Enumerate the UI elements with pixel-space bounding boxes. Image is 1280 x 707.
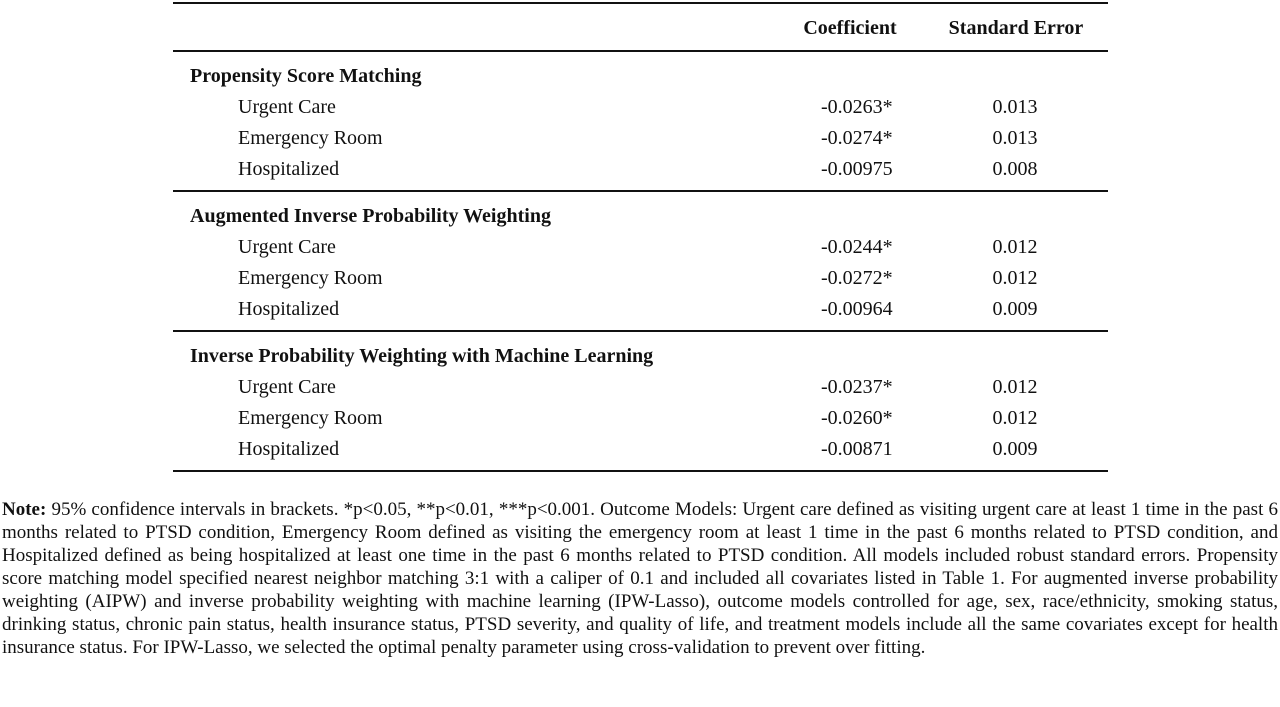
- row-label: Emergency Room: [238, 267, 383, 289]
- table-top-rule: [173, 2, 1108, 4]
- table-note: [2, 498, 1278, 659]
- section-title: Augmented Inverse Probability Weighting: [190, 205, 551, 227]
- table-row: [173, 375, 1108, 399]
- row-label: Urgent Care: [238, 376, 336, 398]
- standard-error-cell: 0.012: [992, 376, 1038, 398]
- coefficient-cell: -0.0274*: [821, 127, 893, 149]
- row-label: Hospitalized: [238, 298, 340, 320]
- row-label: Hospitalized: [238, 158, 340, 180]
- standard-error-cell: 0.012: [992, 267, 1038, 289]
- row-label: Urgent Care: [238, 236, 336, 258]
- row-label: Urgent Care: [238, 96, 336, 118]
- table-row: [173, 406, 1108, 430]
- table-row: [173, 266, 1108, 290]
- coefficient-cell: -0.00975: [821, 158, 893, 180]
- table-row: [173, 157, 1108, 181]
- table-row: [173, 437, 1108, 461]
- standard-error-cell: 0.009: [992, 438, 1038, 460]
- standard-error-cell: 0.013: [992, 96, 1038, 118]
- header-rule: [173, 50, 1108, 52]
- coefficient-cell: -0.0237*: [821, 376, 893, 398]
- section-title: Propensity Score Matching: [190, 65, 422, 87]
- standard-error-cell: 0.009: [992, 298, 1038, 320]
- section-divider-rule: [173, 190, 1108, 192]
- row-label: Emergency Room: [238, 127, 383, 149]
- section-title: Inverse Probability Weighting with Machine Learning: [190, 345, 654, 367]
- standard-error-cell: 0.013: [992, 127, 1038, 149]
- coefficient-cell: -0.0263*: [821, 96, 893, 118]
- note-text: 95% confidence intervals in brackets. *p<0.05, **p<0.01, ***p<0.001. Outcome Models: Urgent care defined as visiting urgent care at least 1 time in the past 6 months related to PTSD condition, Emergency Room defined as visiting the emergency room at least 1 time in the past 6 months related to PTSD condition, and Hospitalized defined as being hospitalized at least one time in the past 6 months related to PTSD condition. All models included robust standard errors. Propensity score matching model specified nearest neighbor matching 3:1 with a caliper of 0.1 and included all covariates listed in Table 1. For augmented inverse probability weighting (AIPW) and inverse probability weighting with machine learning (IPW-Lasso), outcome models controlled for age, sex, race/ethnicity, smoking status, drinking status, chronic pain status, health insurance status, PTSD severity, and quality of life, and treatment models include all the same covariates except for health insurance status. For IPW-Lasso, we selected the optimal penalty parameter using cross-validation to prevent over fitting.: [2, 499, 1278, 658]
- coefficient-cell: -0.00964: [821, 298, 893, 320]
- coefficient-cell: -0.00871: [821, 438, 893, 460]
- coefficient-cell: -0.0244*: [821, 236, 893, 258]
- standard-error-cell: 0.012: [992, 407, 1038, 429]
- section-divider-rule: [173, 330, 1108, 332]
- column-header-standard-error: Standard Error: [948, 17, 1084, 39]
- row-label: Hospitalized: [238, 438, 340, 460]
- note-label: Note:: [2, 499, 47, 520]
- table-row: [173, 126, 1108, 150]
- table-row: [173, 235, 1108, 259]
- table-row: [173, 95, 1108, 119]
- column-header-coefficient: Coefficient: [803, 17, 897, 39]
- table-row: [173, 297, 1108, 321]
- row-label: Emergency Room: [238, 407, 383, 429]
- table-bottom-rule: [173, 470, 1108, 472]
- standard-error-cell: 0.012: [992, 236, 1038, 258]
- standard-error-cell: 0.008: [992, 158, 1038, 180]
- coefficient-cell: -0.0260*: [821, 407, 893, 429]
- coefficient-cell: -0.0272*: [821, 267, 893, 289]
